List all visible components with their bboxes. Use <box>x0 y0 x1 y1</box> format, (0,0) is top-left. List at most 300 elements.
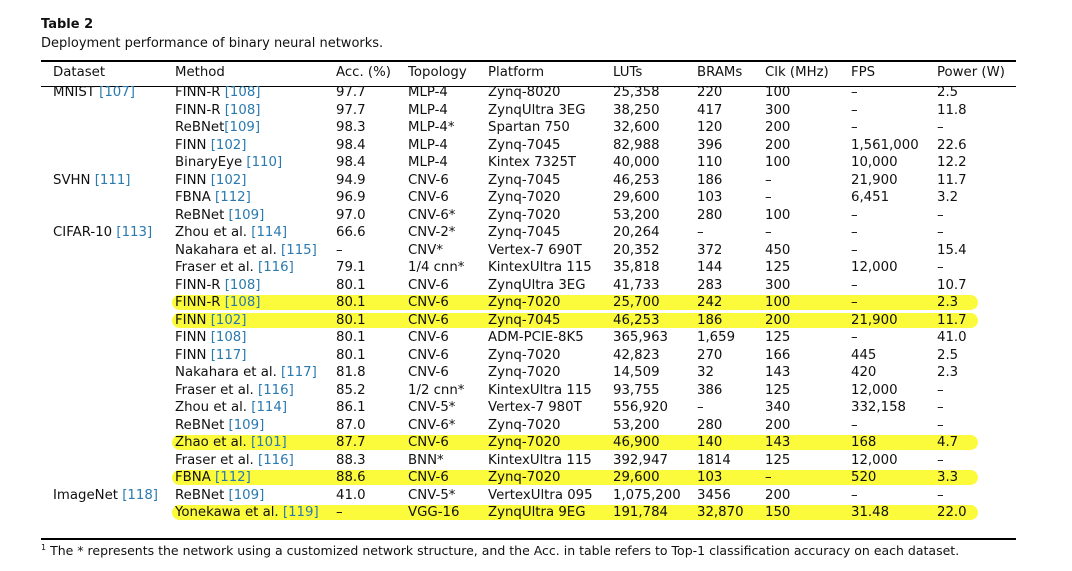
accuracy-cell: 79.1 <box>336 260 366 275</box>
luts-cell: 29,600 <box>613 470 660 485</box>
accuracy-cell: 87.7 <box>336 435 366 450</box>
clock-cell: 125 <box>765 260 791 275</box>
dataset-citation-link[interactable]: [107] <box>99 85 135 100</box>
fps-cell: – <box>851 102 858 118</box>
method-cell <box>175 294 261 312</box>
platform-cell: Zynq-7045 <box>488 172 561 188</box>
table-row <box>41 364 1016 382</box>
method-citation-link[interactable]: [108] <box>210 330 247 345</box>
platform-cell: KintexUltra 115 <box>488 260 592 275</box>
brams-cell: 386 <box>697 382 723 398</box>
clock-cell: 300 <box>765 277 791 293</box>
power-cell: – <box>937 382 944 398</box>
luts-cell: 392,947 <box>613 452 668 468</box>
fps-cell: 31.48 <box>851 505 890 520</box>
method-cell <box>175 434 287 452</box>
brams-cell: 110 <box>697 155 723 170</box>
topology-cell: CNV-6 <box>408 347 449 363</box>
power-cell: 2.3 <box>937 365 959 380</box>
table-row <box>41 329 1016 347</box>
power-cell: 15.4 <box>937 242 967 258</box>
footnote-marker: 1 <box>41 543 47 552</box>
column-header-dataset: Dataset <box>53 65 106 80</box>
table-row <box>41 469 1016 487</box>
platform-cell: Zynq-7020 <box>488 295 561 310</box>
dataset-name: ImageNet <box>53 487 118 503</box>
topology-cell: CNV-6 <box>408 365 449 380</box>
method-name: ReBNet <box>175 487 229 503</box>
accuracy-cell: 98.4 <box>336 155 366 170</box>
dataset-citation-link[interactable]: [113] <box>116 225 153 240</box>
method-cell <box>175 277 261 295</box>
accuracy-cell: 98.3 <box>336 120 366 135</box>
power-cell: – <box>937 452 944 468</box>
method-citation-link[interactable]: [108] <box>224 295 261 310</box>
luts-cell: 20,352 <box>613 242 660 258</box>
method-cell <box>175 172 246 190</box>
clock-cell: – <box>765 470 772 485</box>
platform-cell: Zynq-7020 <box>488 347 561 363</box>
fps-cell: 21,900 <box>851 172 898 188</box>
footnote <box>41 543 959 558</box>
power-cell: 22.0 <box>937 505 967 520</box>
method-cell <box>175 382 294 400</box>
fps-cell: 520 <box>851 470 877 485</box>
topology-cell: CNV-6 <box>408 277 449 293</box>
power-cell: – <box>937 400 944 415</box>
fps-cell: 6,451 <box>851 190 890 205</box>
method-citation-link[interactable]: [119] <box>282 505 319 520</box>
luts-cell: 46,253 <box>613 312 660 328</box>
platform-cell: Kintex 7325T <box>488 155 577 170</box>
topology-cell: CNV-6* <box>408 417 456 433</box>
accuracy-cell: 81.8 <box>336 365 366 380</box>
power-cell: 2.5 <box>937 85 959 100</box>
method-name: Fraser et al. <box>175 260 259 275</box>
fps-cell: 12,000 <box>851 382 898 398</box>
table-row <box>41 452 1016 470</box>
clock-cell: 100 <box>765 207 791 223</box>
dataset-cell <box>53 84 135 102</box>
method-cell <box>175 259 294 277</box>
method-cell <box>175 399 287 417</box>
platform-cell: ZynqUltra 3EG <box>488 102 586 118</box>
clock-cell: 100 <box>765 85 791 100</box>
method-cell <box>175 119 260 137</box>
brams-cell: – <box>697 400 704 415</box>
method-cell <box>175 189 251 207</box>
clock-cell: – <box>765 172 772 188</box>
dataset-name: CIFAR-10 <box>53 225 113 240</box>
clock-cell: – <box>765 190 772 205</box>
brams-cell: 1814 <box>697 452 731 468</box>
platform-cell: Zynq-7020 <box>488 435 561 450</box>
method-name: FINN <box>175 172 211 188</box>
platform-cell: Zynq-7020 <box>488 470 561 485</box>
column-header-clock: Clk (MHz) <box>765 65 829 80</box>
column-header-accuracy: Acc. (%) <box>336 65 391 80</box>
luts-cell: 53,200 <box>613 207 660 223</box>
power-cell: 10.7 <box>937 277 967 293</box>
fps-cell: 332,158 <box>851 400 906 415</box>
luts-cell: 38,250 <box>613 102 660 118</box>
table-row <box>41 154 1016 172</box>
method-citation-link[interactable]: [114] <box>251 400 288 415</box>
dataset-cell <box>53 172 130 190</box>
fps-cell: – <box>851 295 858 310</box>
luts-cell: 41,733 <box>613 277 660 293</box>
table-row <box>41 399 1016 417</box>
table-row <box>41 84 1016 102</box>
topology-cell: CNV-6 <box>408 435 449 450</box>
clock-cell: 340 <box>765 400 791 415</box>
method-name: FINN-R <box>175 295 225 310</box>
topology-cell: CNV-6 <box>408 295 449 310</box>
luts-cell: 53,200 <box>613 417 660 433</box>
fps-cell: – <box>851 487 858 503</box>
method-citation-link[interactable]: [117] <box>210 347 247 363</box>
bottom-rule <box>41 538 1016 540</box>
power-cell: – <box>937 487 944 503</box>
platform-cell: Zynq-7020 <box>488 207 561 223</box>
fps-cell: 21,900 <box>851 312 898 328</box>
method-cell <box>175 417 264 435</box>
brams-cell: 144 <box>697 260 723 275</box>
power-cell: 12.2 <box>937 155 967 170</box>
method-name: ReBNet <box>175 207 229 223</box>
method-cell <box>175 487 264 505</box>
accuracy-cell: 87.0 <box>336 417 366 433</box>
method-name: Fraser et al. <box>175 452 259 468</box>
luts-cell: 365,963 <box>613 330 668 345</box>
table-row <box>41 137 1016 155</box>
topology-cell: BNN* <box>408 452 444 468</box>
platform-cell: Zynq-7020 <box>488 417 561 433</box>
luts-cell: 93,755 <box>613 382 660 398</box>
method-name: Zhao et al. <box>175 435 251 450</box>
method-name: FINN <box>175 137 211 153</box>
topology-cell: CNV-6* <box>408 207 456 223</box>
luts-cell: 14,509 <box>613 365 660 380</box>
dataset-citation-link[interactable]: [118] <box>122 487 158 503</box>
table-row <box>41 487 1016 505</box>
topology-cell: CNV-6 <box>408 330 449 345</box>
power-cell: 2.5 <box>937 347 959 363</box>
fps-cell: 420 <box>851 365 877 380</box>
method-name: FINN <box>175 330 211 345</box>
brams-cell: 280 <box>697 417 723 433</box>
method-name: BinaryEye <box>175 155 247 170</box>
accuracy-cell: 80.1 <box>336 295 366 310</box>
platform-cell: Zynq-8020 <box>488 85 561 100</box>
clock-cell: 125 <box>765 382 791 398</box>
brams-cell: 242 <box>697 295 723 310</box>
luts-cell: 32,600 <box>613 120 660 135</box>
power-cell: 41.0 <box>937 330 967 345</box>
table-row <box>41 417 1016 435</box>
table-title: Table 2 <box>41 17 94 32</box>
accuracy-cell: 88.6 <box>336 470 366 485</box>
fps-cell: 168 <box>851 435 877 450</box>
column-header-power: Power (W) <box>937 65 1005 80</box>
clock-cell: – <box>765 225 772 240</box>
dataset-citation-link[interactable]: [111] <box>94 172 131 188</box>
method-cell <box>175 312 246 330</box>
topology-cell: MLP-4 <box>408 155 448 170</box>
luts-cell: 46,253 <box>613 172 660 188</box>
column-header-fps: FPS <box>851 65 876 80</box>
platform-cell: VertexUltra 095 <box>488 487 593 503</box>
method-name: FINN-R <box>175 277 225 293</box>
table-row <box>41 224 1016 242</box>
method-name: FINN <box>175 312 211 328</box>
accuracy-cell: 96.9 <box>336 190 366 205</box>
platform-cell: KintexUltra 115 <box>488 452 592 468</box>
dataset-cell <box>53 487 158 505</box>
topology-cell: 1/4 cnn* <box>408 260 465 275</box>
accuracy-cell: – <box>336 242 343 258</box>
topology-cell: MLP-4 <box>408 85 448 100</box>
accuracy-cell: 41.0 <box>336 487 366 503</box>
table-caption: Deployment performance of binary neural networks. <box>41 36 384 51</box>
topology-cell: CNV-6 <box>408 312 449 328</box>
method-citation-link[interactable]: [108] <box>224 85 261 100</box>
footnote-text: The * represents the network using a customized network structure, and the Acc. in table refers to Top-1 classification accuracy on each dataset. <box>50 543 960 559</box>
brams-cell: 186 <box>697 312 723 328</box>
accuracy-cell: 97.7 <box>336 85 366 100</box>
accuracy-cell: 97.7 <box>336 102 366 118</box>
accuracy-cell: 97.0 <box>336 207 366 223</box>
method-name: FINN-R <box>175 102 225 118</box>
method-cell <box>175 347 246 365</box>
method-citation-link[interactable]: [115] <box>281 242 317 258</box>
method-cell <box>175 84 261 102</box>
method-name: Yonekawa et al. <box>175 505 283 520</box>
method-citation-link[interactable]: [112] <box>215 190 251 205</box>
table-row <box>41 102 1016 120</box>
brams-cell: – <box>697 225 704 240</box>
topology-cell: MLP-4* <box>408 120 455 135</box>
table-row <box>41 277 1016 295</box>
table-row <box>41 434 1016 452</box>
power-cell: 3.3 <box>937 470 959 485</box>
method-cell <box>175 207 264 225</box>
brams-cell: 32 <box>697 365 714 380</box>
platform-cell: Spartan 750 <box>488 120 570 135</box>
topology-cell: CNV-5* <box>408 400 456 415</box>
clock-cell: 300 <box>765 102 791 118</box>
table-row <box>41 382 1016 400</box>
platform-cell: Zynq-7020 <box>488 365 561 380</box>
clock-cell: 125 <box>765 330 791 345</box>
topology-cell: MLP-4 <box>408 137 448 153</box>
luts-cell: 191,784 <box>613 505 668 520</box>
accuracy-cell: 94.9 <box>336 172 366 188</box>
luts-cell: 29,600 <box>613 190 660 205</box>
platform-cell: Vertex-7 980T <box>488 400 582 415</box>
brams-cell: 186 <box>697 172 723 188</box>
column-header-platform: Platform <box>488 65 545 80</box>
fps-cell: – <box>851 120 858 135</box>
method-citation-link[interactable]: [117] <box>281 365 317 380</box>
fps-cell: – <box>851 207 858 223</box>
table-row <box>41 172 1016 190</box>
power-cell: – <box>937 207 944 223</box>
table-row <box>41 347 1016 365</box>
method-citation-link[interactable]: [116] <box>258 382 294 398</box>
brams-cell: 103 <box>697 470 723 485</box>
method-citation-link[interactable]: [112] <box>215 470 251 485</box>
method-name: Fraser et al. <box>175 382 259 398</box>
method-citation-link[interactable]: [109] <box>228 487 265 503</box>
power-cell: 11.7 <box>937 172 967 188</box>
platform-cell: Zynq-7045 <box>488 137 561 153</box>
clock-cell: 166 <box>765 347 791 363</box>
method-cell <box>175 364 317 382</box>
column-header-topology: Topology <box>408 65 467 80</box>
method-name: FBNA <box>175 190 216 205</box>
method-citation-link[interactable]: [108] <box>224 277 261 293</box>
clock-cell: 200 <box>765 487 791 503</box>
method-citation-link[interactable]: [109] <box>228 207 265 223</box>
method-cell <box>175 329 246 347</box>
clock-cell: 125 <box>765 452 791 468</box>
method-name: Nakahara et al. <box>175 242 282 258</box>
method-cell <box>175 224 287 242</box>
power-cell: – <box>937 417 944 433</box>
method-cell <box>175 102 261 120</box>
table-row <box>41 242 1016 260</box>
power-cell: – <box>937 120 944 135</box>
brams-cell: 32,870 <box>697 505 744 520</box>
power-cell: 3.2 <box>937 190 959 205</box>
power-cell: 2.3 <box>937 295 959 310</box>
luts-cell: 25,700 <box>613 295 660 310</box>
method-citation-link[interactable]: [102] <box>210 312 247 328</box>
method-citation-link[interactable]: [102] <box>210 172 247 188</box>
method-citation-link[interactable]: [101] <box>250 435 287 450</box>
power-cell: – <box>937 260 944 275</box>
luts-cell: 42,823 <box>613 347 660 363</box>
luts-cell: 46,900 <box>613 435 660 450</box>
method-citation-link[interactable]: [114] <box>251 225 288 240</box>
method-citation-link[interactable]: [116] <box>258 260 294 275</box>
column-header-method: Method <box>175 65 225 80</box>
luts-cell: 556,920 <box>613 400 668 415</box>
accuracy-cell: 66.6 <box>336 225 366 240</box>
fps-cell: 1,561,000 <box>851 137 919 153</box>
table-row <box>41 294 1016 312</box>
brams-cell: 103 <box>697 190 723 205</box>
table-row <box>41 259 1016 277</box>
accuracy-cell: 85.2 <box>336 382 366 398</box>
brams-cell: 3456 <box>697 487 731 503</box>
table-row <box>41 119 1016 137</box>
brams-cell: 372 <box>697 242 723 258</box>
dataset-cell <box>53 224 152 242</box>
power-cell: 4.7 <box>937 435 959 450</box>
luts-cell: 40,000 <box>613 155 660 170</box>
table-row <box>41 312 1016 330</box>
topology-cell: 1/2 cnn* <box>408 382 465 398</box>
clock-cell: 200 <box>765 137 791 153</box>
fps-cell: – <box>851 277 858 293</box>
brams-cell: 270 <box>697 347 723 363</box>
method-name: Nakahara et al. <box>175 365 282 380</box>
clock-cell: 450 <box>765 242 791 258</box>
method-citation-link[interactable]: [110] <box>246 155 283 170</box>
method-cell <box>175 137 246 155</box>
method-citation-link[interactable]: [116] <box>258 452 294 468</box>
method-name: FINN <box>175 347 211 363</box>
fps-cell: – <box>851 330 858 345</box>
platform-cell: ZynqUltra 3EG <box>488 277 586 293</box>
clock-cell: 100 <box>765 155 791 170</box>
method-citation-link[interactable]: [109] <box>224 120 261 135</box>
dataset-name: MNIST <box>53 85 95 100</box>
power-cell: 22.6 <box>937 137 967 153</box>
method-name: ReBNet <box>175 417 229 433</box>
clock-cell: 200 <box>765 120 791 135</box>
method-citation-link[interactable]: [102] <box>210 137 247 153</box>
column-header-brams: BRAMs <box>697 65 743 80</box>
luts-cell: 1,075,200 <box>613 487 681 503</box>
platform-cell: Zynq-7045 <box>488 225 561 240</box>
accuracy-cell: – <box>336 505 343 520</box>
fps-cell: 10,000 <box>851 155 898 170</box>
topology-cell: CNV-6 <box>408 470 449 485</box>
topology-cell: VGG-16 <box>408 505 460 520</box>
fps-cell: 445 <box>851 347 877 363</box>
topology-cell: CNV-6 <box>408 190 449 205</box>
topology-cell: CNV-2* <box>408 225 456 240</box>
topology-cell: MLP-4 <box>408 102 448 118</box>
luts-cell: 35,818 <box>613 260 660 275</box>
fps-cell: 12,000 <box>851 452 898 468</box>
platform-cell: Vertex-7 690T <box>488 242 582 258</box>
method-citation-link[interactable]: [109] <box>228 417 265 433</box>
accuracy-cell: 80.1 <box>336 347 366 363</box>
accuracy-cell: 80.1 <box>336 277 366 293</box>
method-name: FINN-R <box>175 85 225 100</box>
brams-cell: 220 <box>697 85 723 100</box>
fps-cell: – <box>851 417 858 433</box>
method-name: FBNA <box>175 470 216 485</box>
table-row <box>41 504 1016 522</box>
luts-cell: 20,264 <box>613 225 660 240</box>
fps-cell: 12,000 <box>851 260 898 275</box>
method-cell <box>175 469 251 487</box>
fps-cell: – <box>851 85 858 100</box>
brams-cell: 1,659 <box>697 330 736 345</box>
platform-cell: KintexUltra 115 <box>488 382 592 398</box>
method-cell <box>175 504 319 522</box>
results-table <box>41 62 1016 522</box>
method-name: ReBNet <box>175 120 225 135</box>
brams-cell: 280 <box>697 207 723 223</box>
clock-cell: 200 <box>765 312 791 328</box>
accuracy-cell: 80.1 <box>336 330 366 345</box>
method-citation-link[interactable]: [108] <box>224 102 261 118</box>
method-name: Zhou et al. <box>175 225 252 240</box>
platform-cell: Zynq-7020 <box>488 190 561 205</box>
brams-cell: 417 <box>697 102 723 118</box>
power-cell: 11.7 <box>937 312 967 328</box>
topology-cell: CNV-6 <box>408 172 449 188</box>
dataset-name: SVHN <box>53 172 91 188</box>
clock-cell: 100 <box>765 295 791 310</box>
table-body <box>41 84 1016 522</box>
